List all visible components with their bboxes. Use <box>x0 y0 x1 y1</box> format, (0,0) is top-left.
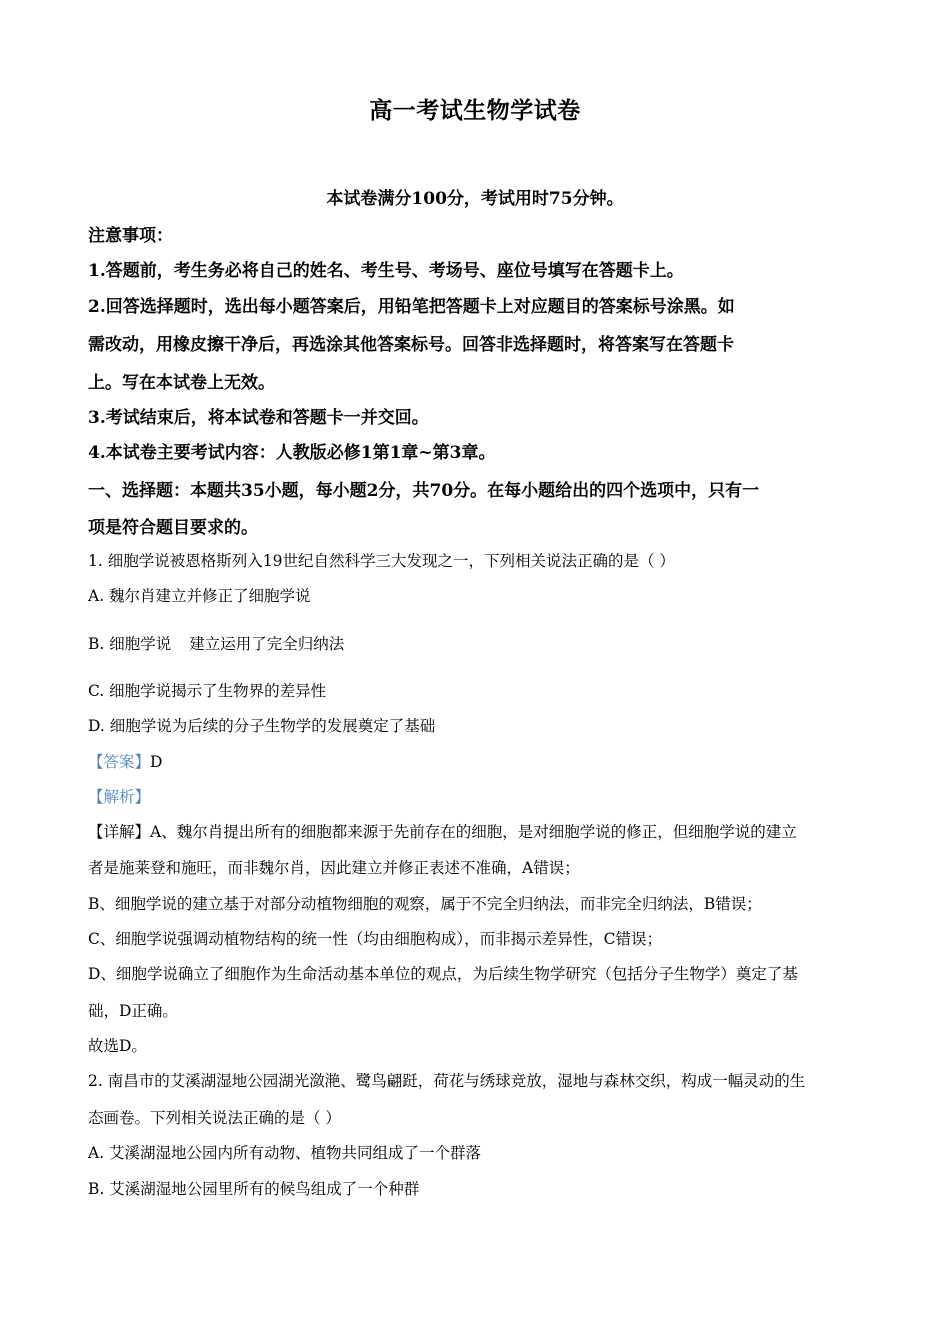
section-heading: 一、选择题：本题共35小题，每小题2分，共70分。在每小题给出的四个选项中，只有一 <box>88 481 760 501</box>
page-title: 高一考试生物学试卷 <box>369 97 581 124</box>
detail-line: D、细胞学说确立了细胞作为生命活动基本单位的观点，为后续生物学研究（包括分子生物学）奠定了基 <box>88 965 798 983</box>
detail-line: 故选D。 <box>88 1037 147 1055</box>
notice-item: 4.本试卷主要考试内容：人教版必修1第1章~第3章。 <box>88 443 496 463</box>
exam-subtitle: 本试卷满分100分，考试用时75分钟。 <box>326 189 624 209</box>
question-1-stem: 1. 细胞学说被恩格斯列入19世纪自然科学三大发现之一，下列相关说法正确的是（ ） <box>88 552 675 570</box>
question-2-option-a: A. 艾溪湖湿地公园内所有动物、植物共同组成了一个群落 <box>88 1144 482 1162</box>
section-heading: 项是符合题目要求的。 <box>88 518 258 538</box>
option-b-part: B. 细胞学说 <box>88 635 172 653</box>
detail-line: 【详解】A、魏尔肖提出所有的细胞都来源于先前存在的细胞，是对细胞学说的修正，但细胞学说的建立 <box>88 823 797 841</box>
answer-value: D <box>150 753 163 771</box>
question-2-stem: 态画卷。下列相关说法正确的是（ ） <box>88 1109 341 1127</box>
answer-line <box>88 750 868 772</box>
option-b-part: 建立运用了完全归纳法 <box>189 635 345 653</box>
question-2-option-b: B. 艾溪湖湿地公园里所有的候鸟组成了一个种群 <box>88 1180 420 1198</box>
question-1-option-b <box>88 632 868 654</box>
notice-item: 需改动，用橡皮擦干净后，再选涂其他答案标号。回答非选择题时，将答案写在答题卡 <box>88 335 734 355</box>
notice-item: 3.考试结束后，将本试卷和答题卡一并交回。 <box>88 408 429 428</box>
notice-item: 上。写在本试卷上无效。 <box>88 373 275 393</box>
detail-line: C、细胞学说强调动植物结构的统一性（均由细胞构成），而非揭示差异性，C错误； <box>88 930 662 948</box>
detail-line: 者是施莱登和施旺，而非魏尔肖，因此建立并修正表述不准确，A错误； <box>88 859 580 877</box>
analysis-label: 【解析】 <box>88 788 151 806</box>
notice-heading: 注意事项： <box>88 226 173 246</box>
question-1-option-c: C. 细胞学说揭示了生物界的差异性 <box>88 682 327 700</box>
question-1-option-a: A. 魏尔肖建立并修正了细胞学说 <box>88 587 311 605</box>
question-1-option-d: D. 细胞学说为后续的分子生物学的发展奠定了基础 <box>88 717 436 735</box>
notice-item: 2.回答选择题时，选出每小题答案后，用铅笔把答题卡上对应题目的答案标号涂黑。如 <box>88 297 735 317</box>
answer-label: 【答案】 <box>88 753 151 771</box>
notice-item: 1.答题前，考生务必将自己的姓名、考生号、考场号、座位号填写在答题卡上。 <box>88 261 684 281</box>
detail-line: B、细胞学说的建立基于对部分动植物细胞的观察，属于不完全归纳法，而非完全归纳法，B错误； <box>88 895 762 913</box>
detail-line: 础，D正确。 <box>88 1002 178 1020</box>
question-2-stem: 2. 南昌市的艾溪湖湿地公园湖光潋滟、鹭鸟翩跹，荷花与绣球竞放，湿地与森林交织，构成一幅灵动的生 <box>88 1072 806 1090</box>
